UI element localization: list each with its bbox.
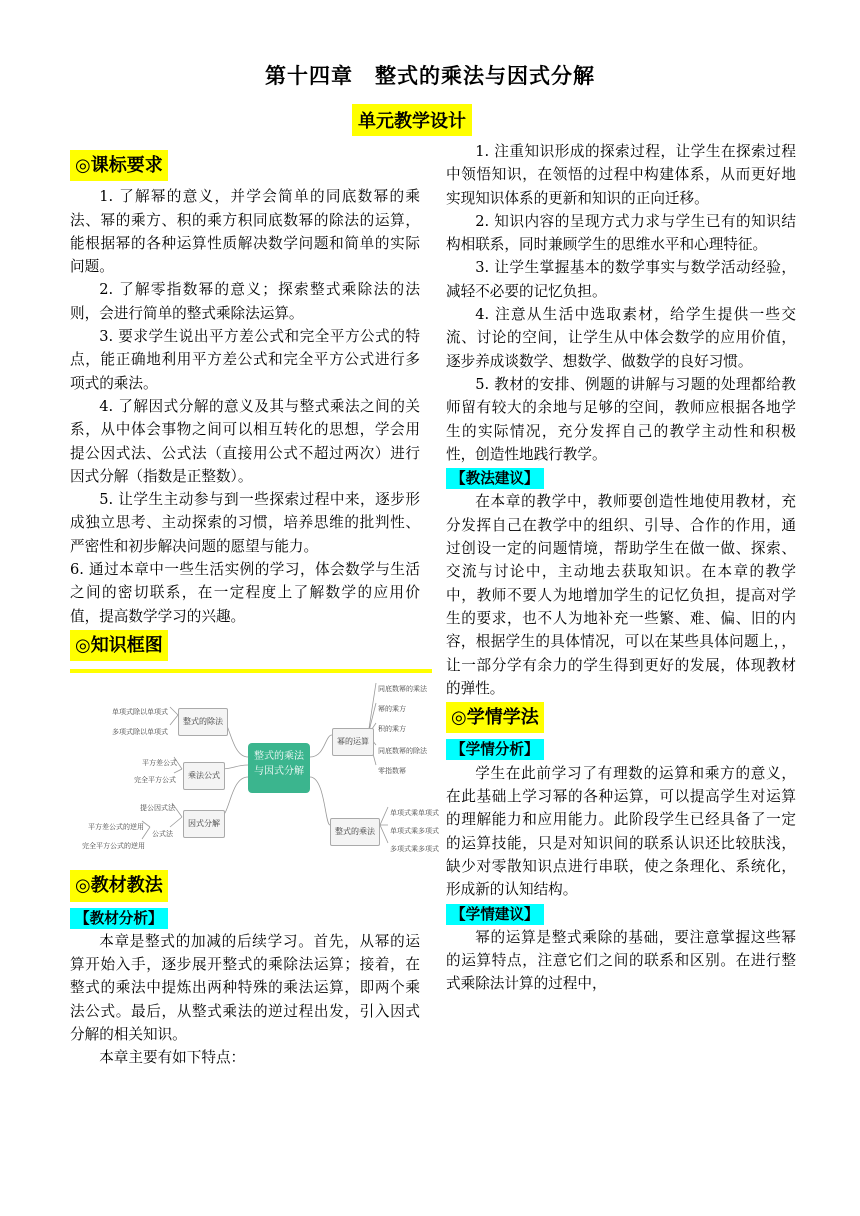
mindmap-center-line: 与因式分解 xyxy=(254,766,304,778)
curriculum-item: 5. 让学生主动参与到一些探索过程中来，逐步形成独立思考、主动探索的习惯，培养思维的批判性、严密性和初步解决问题的愿望与能力。 xyxy=(70,491,420,555)
knowledge-mindmap xyxy=(70,677,439,862)
feature-item: 1. 注重知识形成的探索过程，让学生在探索过程中领悟知识，在领悟的过程中构建体系，从而更好地实现知识体系的更新和知识的正向迁移。 xyxy=(446,143,796,207)
page-title: 第十四章 整式的乘法与因式分解 xyxy=(265,64,595,88)
mindmap-leaf: 完全平方公式的逆用 xyxy=(82,842,145,851)
section-heading-student: ◎学情学法 xyxy=(446,702,544,733)
mindmap-branch-multiplication: 整式的乘法 xyxy=(330,818,380,845)
mindmap-leaf: 完全平方公式 xyxy=(134,776,176,785)
mindmap-leaf: 单项式乘多项式 xyxy=(390,827,439,836)
feature-item: 4. 注意从生活中选取素材，给学生提供一些交流、讨论的空间，让学生从中体会数学的应用价值，逐步养成谈数学、想数学、做数学的良好习惯。 xyxy=(446,306,796,370)
curriculum-item: 1. 了解幂的意义，并学会简单的同底数幂的乘法、幂的乘方、积的乘方积同底数幂的除法的运算，能根据幂的各种运算性质解决数学问题和简单的实际问题。 xyxy=(70,188,420,276)
right-column xyxy=(446,140,796,996)
mindmap-branch-factorization: 因式分解 xyxy=(183,810,225,837)
tag-teaching-advice: 【教法建议】 xyxy=(446,468,544,489)
mindmap-leaf: 单项式除以单项式 xyxy=(112,708,168,717)
mindmap-leaf: 积的乘方 xyxy=(378,725,406,734)
mindmap-leaf: 公式法 xyxy=(152,830,173,839)
mindmap-leaf: 提公因式法 xyxy=(140,804,175,813)
mindmap-branch-formula: 乘法公式 xyxy=(183,762,225,789)
left-column xyxy=(70,148,439,1070)
mindmap-leaf: 同底数幂的除法 xyxy=(378,747,427,756)
feature-item: 5. 教材的安排、例题的讲解与习题的处理都给教师留有较大的余地与足够的空间，教师应根据各地学生的实际情况，充分发挥自己的教学主动性和积极性，创造性地践行教学。 xyxy=(446,375,796,463)
tag-textbook-analysis: 【教材分析】 xyxy=(70,908,168,929)
curriculum-item: 3. 要求学生说出平方差公式和完全平方公式的特点，能正确地利用平方差公式和完全平方公式进行多项式的乘法。 xyxy=(70,328,420,392)
curriculum-item: 4. 了解因式分解的意义及其与整式乘法之间的关系，从中体会事物之间可以相互转化的思想，学会用提公因式法、公式法（直接用公式不超过两次）进行因式分解（指数是正整数）。 xyxy=(70,397,420,485)
mindmap-branch-power: 幂的运算 xyxy=(332,728,374,755)
tag-student-advice: 【学情建议】 xyxy=(446,904,544,925)
advice-paragraph: 幂的运算是整式乘除的基础，要注意掌握这些幂的运算特点，注意它们之间的联系和区别。在进行整式乘除法计算的过程中， xyxy=(446,928,796,993)
mindmap-leaf: 平方差公式的逆用 xyxy=(88,823,144,832)
feature-item: 2. 知识内容的呈现方式力求与学生已有的知识结构相联系，同时兼顾学生的思维水平和心理特征。 xyxy=(446,212,796,254)
mindmap-leaf: 多项式乘多项式 xyxy=(390,845,439,854)
mindmap-leaf: 多项式除以单项式 xyxy=(112,728,168,737)
mindmap-center-line: 整式的乘法 xyxy=(254,751,304,763)
analysis-paragraph: 本章主要有如下特点： xyxy=(99,1049,246,1067)
mindmap-leaf: 平方差公式 xyxy=(142,759,177,768)
curriculum-item: 2. 了解零指数幂的意义；探索整式乘除法的法则，会进行简单的整式乘除法运算。 xyxy=(70,281,420,322)
section-heading-knowledge-map: ◎知识框图 xyxy=(70,630,168,661)
analysis-paragraph: 本章是整式的加减的后续学习。首先，从幂的运算开始入手，逐步展开整式的乘除法运算；接着，在整式的乘法中提炼出两种特殊的乘法运算，即两个乘法公式。最后，从整式乘法的逆过程出发，引入因式分解的相关知识。 xyxy=(70,932,420,1044)
tag-student-analysis: 【学情分析】 xyxy=(446,739,544,760)
mindmap-center-node xyxy=(248,743,310,793)
curriculum-item: 6. 通过本章中一些生活实例的学习，体会数学与生活之间的密切联系，在一定程度上了解数学的应用价值，提高数学学习的兴趣。 xyxy=(70,561,420,625)
divider xyxy=(70,669,432,673)
mindmap-leaf: 零指数幂 xyxy=(378,767,406,776)
situation-paragraph: 学生在此前学习了有理数的运算和乘方的意义，在此基础上学习幂的各种运算，可以提高学生对运算的理解能力和应用能力。此阶段学生已经具备了一定的运算技能，只是对知识间的联系认识还比较肤浅，缺少对零散知识点进行串联，使之条理化、系统化，形成新的认知结构。 xyxy=(446,764,796,899)
page-subtitle: 单元教学设计 xyxy=(352,104,472,136)
feature-item: 3. 让学生掌握基本的数学事实与数学活动经验，减轻不必要的记忆负担。 xyxy=(446,259,796,300)
mindmap-leaf: 同底数幂的乘法 xyxy=(378,685,427,694)
mindmap-leaf: 单项式乘单项式 xyxy=(390,809,439,818)
mindmap-branch-division: 整式的除法 xyxy=(178,708,228,735)
section-heading-textbook: ◎教材教法 xyxy=(70,870,168,901)
section-heading-curriculum: ◎课标要求 xyxy=(70,150,168,181)
mindmap-leaf: 幂的乘方 xyxy=(378,705,406,714)
teaching-paragraph: 在本章的教学中，教师要创造性地使用教材，充分发挥自己在教学中的组织、引导、合作的作用，通过创设一定的问题情境，帮助学生在做一做、探索、交流与讨论中，主动地去获取知识。在本章的教学中，教师不要人为地增加学生的记忆负担，提高对学生的要求，也不人为地补充一些繁、难、偏、旧的内容，根据学生的具体情况，可以在某些具体问题上，，让一部分学有余力的学生得到更好的发展，体现教材的弹性。 xyxy=(446,493,796,697)
